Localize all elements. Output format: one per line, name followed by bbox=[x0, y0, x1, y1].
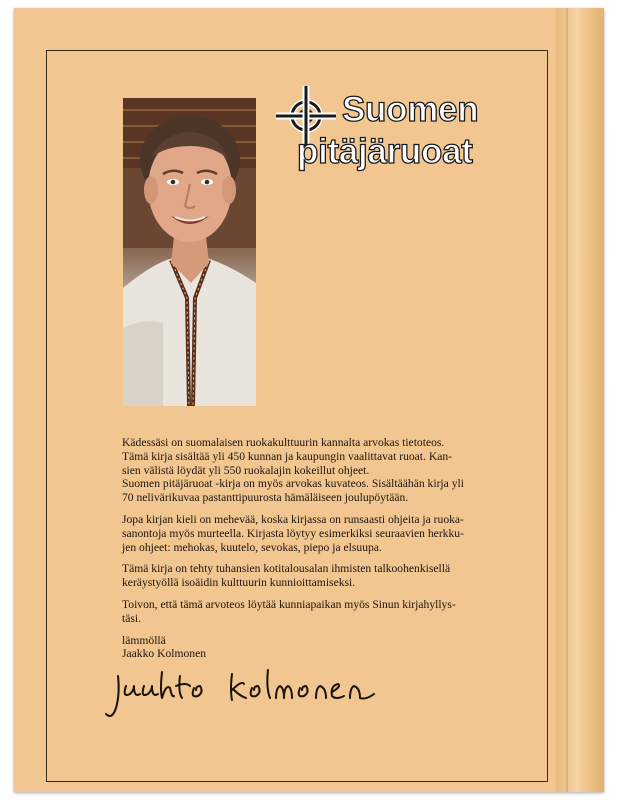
handwritten-signature bbox=[104, 664, 394, 722]
text-line: sien välistä löydät yli 550 ruokalajin kokeillut ohjeet. bbox=[122, 463, 370, 477]
sign-off bbox=[122, 634, 522, 662]
text-line: keräystyöllä isoäidin kulttuurin kunnioittamiseksi. bbox=[122, 576, 356, 590]
spine-hinge bbox=[566, 8, 568, 792]
blurb-paragraph-3 bbox=[122, 562, 522, 590]
text-line: jen ohjeet: mehokas, kuutelo, sevokas, piepo ja elsuupa. bbox=[122, 540, 382, 554]
author-portrait-image bbox=[123, 98, 256, 406]
text-line: Tämä kirja sisältää yli 450 kunnan ja kaupungin vaalittavat ruoat. Kan- bbox=[122, 449, 452, 463]
author-name: Jaakko Kolmonen bbox=[122, 647, 207, 661]
book-spine bbox=[556, 8, 604, 792]
blurb-paragraph-1 bbox=[122, 436, 522, 505]
text-line: Jopa kirjan kieli on mehevää, koska kirjassa on runsaasti ohjeita ja ruoka- bbox=[122, 512, 464, 526]
text-line: 70 nelivärikuvaa pastanttipuurosta hämäläiseen joulupöytään. bbox=[122, 491, 409, 505]
text-line: Suomen pitäjäruoat -kirja on myös arvokas kuvateos. Sisältäähän kirja yli bbox=[122, 477, 464, 491]
text-line: Kädessäsi on suomalaisen ruokakulttuurin kannalta arvokas tietoteos. bbox=[122, 436, 445, 449]
logo-title-line2: pitäjäruoat bbox=[297, 132, 473, 171]
book-logo bbox=[282, 90, 522, 190]
logo-title-line1: Suomen bbox=[342, 90, 479, 129]
blurb-paragraph-2 bbox=[122, 513, 522, 554]
cover-blurb bbox=[122, 436, 522, 661]
text-line: täsi. bbox=[122, 611, 141, 625]
text-line: Tämä kirja on tehty tuhansien kotitalousalan ihmisten talkoohenkisellä bbox=[122, 562, 451, 576]
closing-text: lämmöllä bbox=[122, 633, 166, 647]
author-photo bbox=[123, 98, 256, 406]
blurb-paragraph-4 bbox=[122, 598, 522, 626]
text-line: Toivon, että tämä arvoteos löytää kunniapaikan myös Sinun kirjahyllys- bbox=[122, 597, 456, 611]
text-line: sanontoja myös murteella. Kirjasta löytyy esimerkiksi seuraavien herkku- bbox=[122, 526, 464, 540]
